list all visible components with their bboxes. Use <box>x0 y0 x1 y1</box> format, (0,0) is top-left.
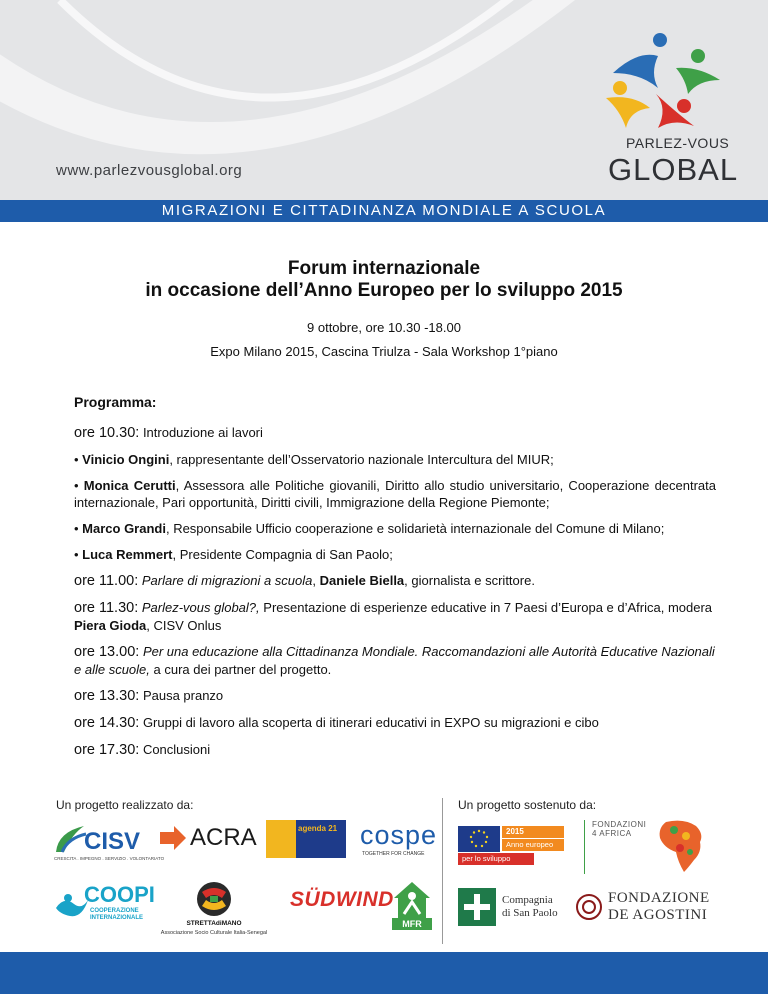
speaker-item: • Luca Remmert, Presidente Compagnia di San Paolo; <box>74 547 393 562</box>
program-italic: Per una educazione alla Cittadinanza Mondiale. Raccomandazioni alle Autorità Educative Nazionali e alle scuole, <box>74 644 715 677</box>
acra-logo[interactable] <box>160 824 256 856</box>
acra-text: ACRA <box>190 824 257 851</box>
realized-by-label: Un progetto realizzato da: <box>56 798 194 812</box>
program-bold: Daniele Biella <box>319 573 405 588</box>
program-time: ore 14.30: <box>74 715 140 731</box>
eu-year-logo[interactable] <box>458 826 568 866</box>
speaker-role: , Assessora alle Politiche giovanili, Diritto allo studio universitario, Cooperazione decentrata internazionale, Pari opportunità, Diritti civili, Immigrazione della Regione Piemonte; <box>74 478 717 510</box>
program-time: ore 17.30: <box>74 742 140 758</box>
strettadimano-logo[interactable] <box>146 880 282 942</box>
site-url[interactable]: www.parlezvousglobal.org <box>56 162 243 179</box>
cisv-logo[interactable] <box>54 822 165 866</box>
parlez-vous-global-logo-icon <box>598 28 728 138</box>
program-italic: Parlez-vous global?, <box>141 600 260 615</box>
sudwind-text: SÜDWIND <box>290 888 394 911</box>
footer-divider <box>442 798 443 944</box>
program-time: ore 13.00: <box>74 644 140 660</box>
csp-cross-icon <box>458 888 496 926</box>
program-text: a cura dei partner del progetto. <box>149 662 332 677</box>
africa-map-icon <box>656 818 706 874</box>
compagnia-san-paolo-logo[interactable] <box>458 888 566 926</box>
program <box>56 394 716 768</box>
coopi-subtext-1: COOPERAZIONE <box>90 908 139 914</box>
header <box>0 0 768 200</box>
program-item <box>74 714 716 732</box>
speaker-name: Marco Grandi <box>82 521 166 536</box>
program-text-2: , CISV Onlus <box>146 618 222 633</box>
coopi-text: COOPI <box>84 882 155 907</box>
program-text: Pausa pranzo <box>142 688 224 703</box>
speaker-name: Vinicio Ongini <box>82 452 170 467</box>
event-venue: Expo Milano 2015, Cascina Triulza - Sala Workshop 1°piano <box>210 344 558 359</box>
program-text: Conclusioni <box>142 742 211 757</box>
sudwind-logo[interactable] <box>290 888 394 920</box>
fda-emblem-icon <box>576 894 602 920</box>
coopi-logo[interactable] <box>54 882 154 926</box>
event-title <box>0 258 768 302</box>
speaker-name: Luca Remmert <box>82 547 173 562</box>
speaker-role: , Responsabile Ufficio cooperazione e solidarietà internazionale del Comune di Milano; <box>165 521 665 536</box>
footer-bar <box>0 952 768 994</box>
eu-flag-icon <box>458 826 500 852</box>
program-item <box>74 572 716 590</box>
program-item <box>74 643 716 678</box>
program-item <box>74 599 716 634</box>
program-item <box>74 741 716 759</box>
program-item <box>74 424 716 442</box>
program-item <box>74 687 716 705</box>
agenda21-text: agenda 21 <box>298 824 338 833</box>
csp-text-1: Compagnia <box>502 894 553 906</box>
mfr-house-icon <box>392 880 432 920</box>
csp-text-2: di San Paolo <box>502 907 558 919</box>
speaker-name: Monica Cerutti <box>83 478 176 493</box>
fond4africa-bar <box>584 820 585 874</box>
eu-anno-text: Anno europeo <box>502 839 564 851</box>
eu-stars-icon <box>458 826 500 852</box>
strettadimano-subtext: Associazione Socio Culturale Italia-Senegal <box>160 930 268 936</box>
supported-by-label: Un progetto sostenuto da: <box>458 798 597 812</box>
logo-top-text: PARLEZ-VOUS <box>626 135 730 151</box>
program-sep: , <box>312 573 320 588</box>
acra-arrow-icon <box>160 826 186 850</box>
cospe-text: cospe <box>360 820 438 850</box>
program-time: ore 13.30: <box>74 688 140 704</box>
speaker-item: • Vinicio Ongini, rappresentante dell’Osservatorio nazionale Intercultura del MIUR; <box>74 452 554 467</box>
cisv-leaf-icon <box>54 824 88 854</box>
program-text: Gruppi di lavoro alla scoperta di itinerari educativi in EXPO su migrazioni e cibo <box>142 715 599 730</box>
fond4africa-text-1: FONDAZIONI <box>592 820 647 829</box>
cisv-subtext: CRESCITA . IMPEGNO . SERVIZIO . VOLONTARIATO <box>54 856 165 861</box>
cisv-text: CISV <box>84 828 141 855</box>
fondazioni4africa-logo[interactable] <box>584 818 724 878</box>
event-date: 9 ottobre, ore 10.30 -18.00 <box>307 320 461 335</box>
logo-main-text: GLOBAL <box>608 152 739 187</box>
fda-text-1: FONDAZIONE <box>608 890 710 906</box>
speaker-role: , rappresentante dell’Osservatorio nazionale Intercultura del MIUR; <box>169 452 554 467</box>
csp-square-icon <box>458 888 496 926</box>
speaker-item: • Marco Grandi, Responsabile Ufficio cooperazione e solidarietà internazionale del Comune di Milano; <box>74 521 665 536</box>
program-text: Introduzione ai lavori <box>142 425 263 440</box>
strettadimano-handshake-icon <box>196 880 232 918</box>
program-bold: Piera Gioda <box>74 618 147 633</box>
fondazione-de-agostini-logo[interactable] <box>576 888 724 928</box>
program-time: ore 11.00: <box>74 573 139 589</box>
cospe-logo[interactable] <box>356 822 436 858</box>
speaker-role: , Presidente Compagnia di San Paolo; <box>172 547 393 562</box>
program-time: ore 10.30: <box>74 425 140 441</box>
agenda21-logo[interactable] <box>266 820 346 858</box>
fond4africa-text-2: 4 AFRICA <box>592 829 632 838</box>
strettadimano-text: STRETTAdiMANO <box>186 920 242 927</box>
agenda21-yellow-block <box>266 820 296 858</box>
program-italic: Parlare di migrazioni a scuola <box>141 573 313 588</box>
mfr-text: MFR <box>392 918 432 930</box>
eu-year-text: 2015 <box>502 826 564 838</box>
program-heading: Programma: <box>74 394 157 410</box>
coopi-subtext-2: INTERNAZIONALE <box>90 915 143 921</box>
event-title-line2: in occasione dell’Anno Europeo per lo sviluppo 2015 <box>145 280 623 301</box>
cospe-subtext: TOGETHER FOR CHANGE <box>362 851 425 857</box>
eu-svil-text: per lo sviluppo <box>458 853 534 865</box>
speaker-item: • Monica Cerutti, Assessora alle Politiche giovanili, Diritto allo studio universitario, Cooperazione decentrata internazionale, Pari opportunità, Diritti civili, Immigrazione della Regione Piemonte; <box>74 478 717 510</box>
event-title-line1: Forum internazionale <box>287 258 481 279</box>
program-time: ore 11.30: <box>74 600 139 616</box>
mfr-logo[interactable] <box>392 880 432 932</box>
program-text: , giornalista e scrittore. <box>404 573 535 588</box>
header-banner: MIGRAZIONI E CITTADINANZA MONDIALE A SCUOLA <box>0 200 768 222</box>
fda-text-2: DE AGOSTINI <box>608 907 708 923</box>
program-text: Presentazione di esperienze educative in 7 Paesi d’Europa e d’Africa, modera <box>259 600 713 615</box>
